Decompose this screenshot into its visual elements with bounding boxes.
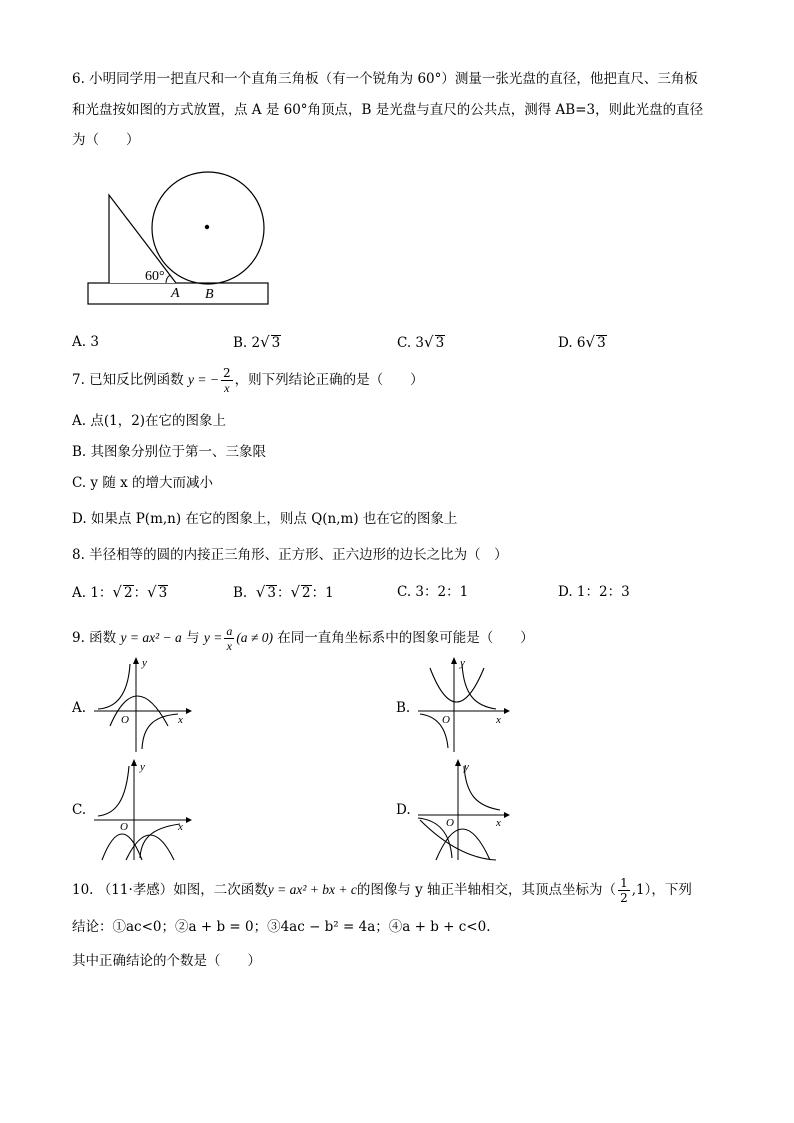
q9-option-d-label[interactable]: D. (396, 802, 411, 818)
q9-option-a-label[interactable]: A. (72, 700, 87, 716)
q9-graph-a[interactable] (90, 656, 195, 756)
q7-option-d[interactable]: D. 如果点 P(m,n) 在它的图象上，则点 Q(n,m) 也在它的图象上 (72, 511, 458, 527)
q8-option-b[interactable]: B. √ 3：√ 2：1 (233, 583, 334, 601)
q6-option-c[interactable]: C. 3√ 3 (397, 333, 445, 351)
svg-text:O: O (446, 817, 454, 829)
point-b-label: B (205, 287, 214, 302)
q8-option-c[interactable]: C. 3：2：1 (397, 584, 469, 600)
q8-option-d[interactable]: D. 1：2：3 (558, 584, 630, 600)
q6-stem-line1: 6. 小明同学用一把直尺和一个直角三角板（有一个锐角为 60°）测量一张光盘的直径，他把直尺、三角板 (72, 71, 698, 87)
svg-text:x: x (496, 817, 501, 829)
q9-option-b-label[interactable]: B. (396, 700, 411, 716)
q7-option-b[interactable]: B. 其图象分别位于第一、三象限 (72, 444, 267, 460)
q10-stem-line1: 10. （11·孝感）如图，二次函数y = ax² + bx + c的图像与 y 轴正半轴相交，其顶点坐标为（ $\frac{1}{2}$ ,1），下列 (72, 876, 692, 905)
svg-text:x: x (178, 821, 183, 833)
q8-option-a[interactable]: A. 1：√ 2：√ 3 (72, 583, 168, 601)
q9-graph-d[interactable] (414, 758, 519, 862)
angle-label: 60° (145, 269, 165, 284)
q9-graph-c[interactable] (90, 758, 195, 862)
disc-center (205, 225, 209, 229)
q9-stem: 9. 函数 y = ax² − a 与 y = $\frac{a}{x}$ (a ≠ 0) 在同一直角坐标系中的图象可能是（ ） (72, 624, 534, 653)
q9-graph-b[interactable] (414, 656, 519, 756)
svg-text:O: O (121, 714, 129, 726)
q6-stem-line2: 和光盘按如图的方式放置，点 A 是 60°角顶点，B 是光盘与直尺的公共点，测得 AB=3，则此光盘的直径 (72, 102, 704, 118)
q6-figure (86, 165, 276, 310)
q6-option-b[interactable]: B. 2√ 3 (233, 333, 281, 351)
q7-option-a[interactable]: A. 点(1，2)在它的图象上 (72, 413, 227, 429)
svg-text:y: y (464, 761, 469, 773)
set-square (109, 195, 176, 283)
svg-text:x: x (178, 714, 183, 726)
q9-option-c-label[interactable]: C. (72, 802, 87, 818)
svg-text:O: O (442, 714, 450, 726)
svg-text:y: y (140, 761, 145, 773)
q6-option-d[interactable]: D. 6√ 3 (558, 333, 606, 351)
point-a-label: A (171, 286, 180, 301)
svg-text:y: y (460, 657, 465, 669)
q6-stem-line3: 为（ ） (72, 132, 140, 148)
q10-stem-line3: 其中正确结论的个数是（ ） (72, 953, 261, 969)
q7-option-c[interactable]: C. y 随 x 的增大而减小 (72, 475, 214, 491)
svg-text:y: y (142, 657, 147, 669)
q7-stem: 7. 已知反比例函数 y = − $\frac{2}{x}$ ，则下列结论正确的是（ ） (72, 366, 424, 395)
q8-stem: 8. 半径相等的圆的内接正三角形、正方形、正六边形的边长之比为（ ） (72, 547, 508, 563)
q6-option-a[interactable]: A. 3 (72, 334, 99, 350)
q10-stem-line2: 结论：①ac<0；②a + b = 0；③4ac − b² = 4a；④a + b + c<0. (72, 919, 491, 935)
svg-text:x: x (496, 714, 501, 726)
svg-text:O: O (120, 821, 128, 833)
